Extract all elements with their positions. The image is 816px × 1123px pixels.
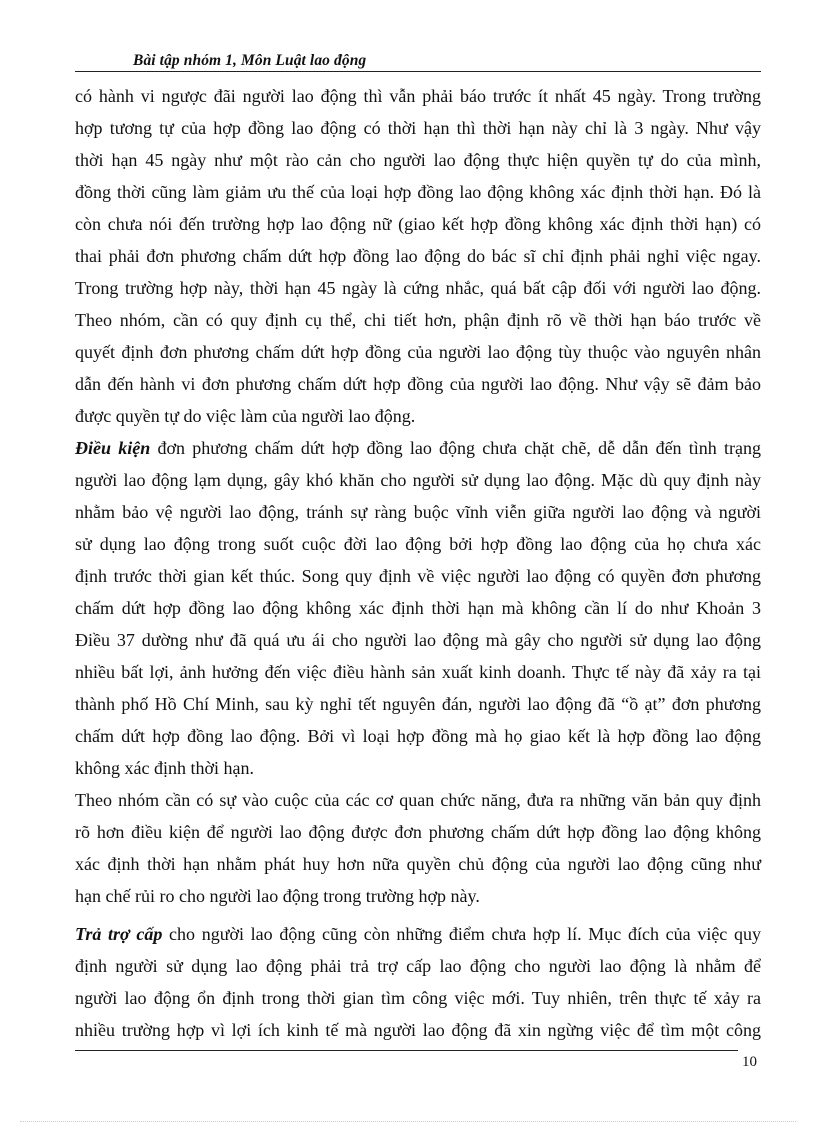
header-divider (75, 71, 761, 72)
text-line: nhiều bất lợi, ảnh hưởng đến việc điều hành sản xuất kinh doanh. Thực tế này đã xảy ra tại (75, 662, 761, 682)
text-line (75, 918, 761, 950)
text-line: nhằm bảo vệ người lao động, tránh sự ràng buộc vĩnh viễn giữa người lao động và người (75, 502, 761, 522)
text-line-rest: cho người lao động cũng còn những điểm chưa hợp lí. Mục đích của việc quy (162, 924, 761, 944)
text-line (75, 432, 761, 464)
text-line: Theo nhóm, cần có quy định cụ thể, chi tiết hơn, phận định rõ về thời hạn báo trước về (75, 310, 761, 330)
text-line: nhiều trường hợp vì lợi ích kinh tế mà người lao động đã xin ngừng việc để tìm một công (75, 1020, 761, 1040)
text-line: Trong trường hợp này, thời hạn 45 ngày là cứng nhắc, quá bất cập đối với người lao động. (75, 278, 761, 298)
page-number: 10 (742, 1054, 757, 1070)
text-line: có hành vi ngược đãi người lao động thì vẫn phải báo trước ít nhất 45 ngày. Trong trường (75, 86, 761, 106)
header-title: Bài tập nhóm 1, Môn Luật lao động (133, 52, 367, 69)
footer-divider (75, 1050, 738, 1051)
text-line: thai phải đơn phương chấm dứt hợp đồng lao động do bác sĩ chỉ định phải nghỉ việc ngay. (75, 246, 761, 266)
text-line: hợp tương tự của hợp đồng lao động có thời hạn thì thời hạn này chỉ là 3 ngày. Như vậy (75, 118, 761, 138)
text-line: Điều 37 dường như đã quá ưu ái cho người lao động mà gây cho người sử dụng lao động (75, 630, 761, 650)
text-line: định trước thời gian kết thúc. Song quy định về việc người lao động có quyền đơn phương (75, 566, 761, 586)
text-line: thành phố Hồ Chí Minh, sau kỳ nghỉ tết nguyên đán, người lao động đã “ồ ạt” đơn phương (75, 694, 761, 714)
text-line: chấm dứt hợp đồng lao động. Bởi vì loại hợp đồng mà họ giao kết là hợp đồng lao động (75, 726, 761, 746)
text-line-rest: đơn phương chấm dứt hợp đồng lao động chưa chặt chẽ, dễ dẫn đến tình trạng (150, 438, 761, 458)
text-line: không xác định thời hạn. (75, 758, 254, 778)
text-line: người lao động lạm dụng, gây khó khăn cho người sử dụng lao động. Mặc dù quy định này (75, 470, 761, 490)
text-line: người lao động ổn định trong thời gian tìm công việc mới. Tuy nhiên, trên thực tế xảy ra (75, 988, 761, 1008)
text-line: rõ hơn điều kiện để người lao động được đơn phương chấm dứt hợp đồng lao động không (75, 822, 761, 842)
text-line: sử dụng lao động trong suốt cuộc đời lao động bởi hợp đồng lao động của họ chưa xác (75, 534, 761, 554)
text-line: còn chưa nói đến trường hợp lao động nữ (giao kết hợp đồng không xác định thời hạn) có (75, 214, 761, 234)
text-line: Theo nhóm cần có sự vào cuộc của các cơ quan chức năng, đưa ra những văn bản quy định (75, 790, 761, 810)
text-line: xác định thời hạn nhằm phát huy hơn nữa quyền chủ động của người lao động cũng như (75, 854, 761, 874)
text-line: định người sử dụng lao động phải trả trợ cấp lao động cho người lao động là nhằm để (75, 956, 761, 976)
text-line: dẫn đến hành vi đơn phương chấm dứt hợp đồng của người lao động. Như vậy sẽ đảm bảo (75, 374, 761, 394)
text-line: đồng thời cũng làm giảm ưu thế của loại hợp đồng lao động không xác định thời hạn. Đó là (75, 182, 761, 202)
paragraph-lead: Trả trợ cấp (75, 924, 163, 944)
text-line: được quyền tự do việc làm của người lao động. (75, 406, 416, 426)
text-line: hạn chế rủi ro cho người lao động trong trường hợp này. (75, 886, 480, 906)
text-line: chấm dứt hợp đồng lao động không xác định thời hạn mà không cần lí do như Khoản 3 (75, 598, 761, 618)
paragraph-lead: Điều kiện (75, 438, 151, 458)
text-line: quyết định đơn phương chấm dứt hợp đồng của người lao động tùy thuộc vào nguyên nhân (75, 342, 761, 362)
page-edge (20, 1121, 796, 1122)
text-line: thời hạn 45 ngày như một rào cản cho người lao động thực hiện quyền tự do của mình, (75, 150, 761, 170)
